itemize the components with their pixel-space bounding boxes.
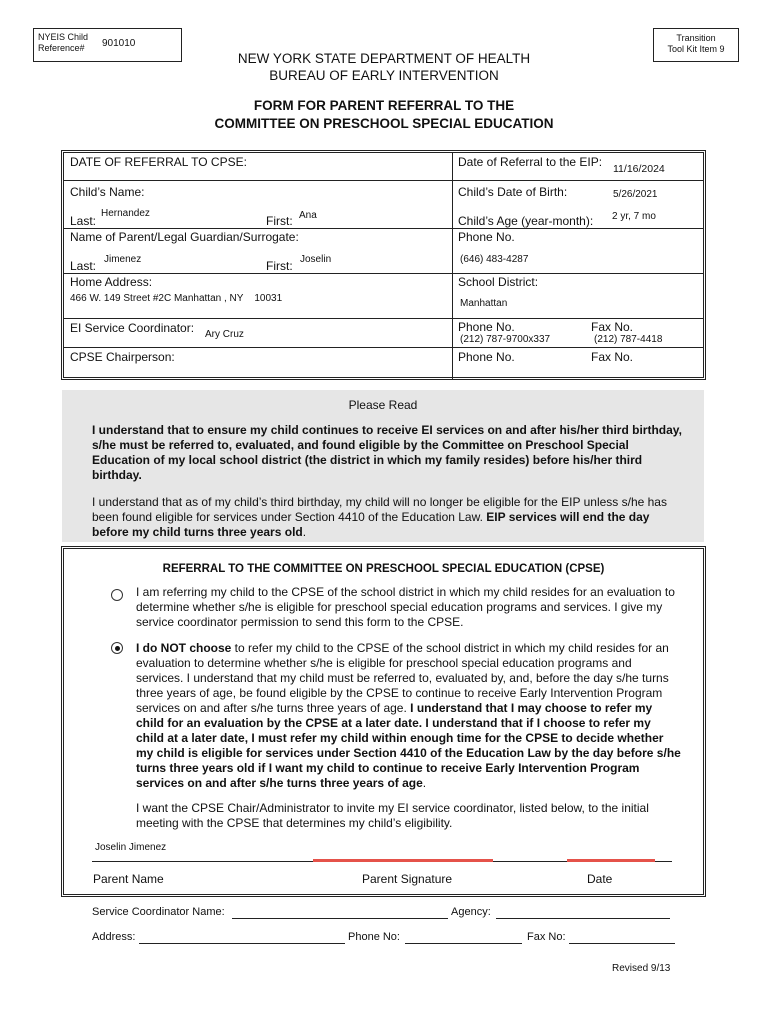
cpse-chairperson-label: CPSE Chairperson:: [70, 350, 175, 364]
child-age-label: Child’s Age (year-month):: [458, 214, 594, 228]
table-row-rule: [63, 318, 704, 319]
sc-fax-value: (212) 787-4418: [594, 334, 663, 345]
do-not-refer-option-radio[interactable]: [111, 642, 123, 654]
fax-field[interactable]: [569, 943, 675, 944]
referral-info-table: [61, 150, 706, 380]
please-read-heading: Please Read: [348, 398, 418, 412]
table-column-divider: [452, 152, 453, 379]
fax-label: Fax No:: [527, 931, 566, 943]
bureau-name: BUREAU OF EARLY INTERVENTION: [269, 68, 499, 83]
reference-number: 901010: [102, 38, 136, 49]
sc-phone-label: Phone No.: [458, 320, 515, 334]
address-label: Address:: [92, 931, 136, 943]
please-read-paragraph-2: [92, 495, 686, 540]
parent-name-value: Joselin Jimenez: [95, 842, 167, 853]
parent-first-value: Joselin: [300, 254, 332, 265]
do-not-refer-normal: to refer my child to the CPSE of the school district in which my child resides for an evaluation to determine whether s/he is eligible for preschool special education programs and services. I understand that my child must be referred to, evaluated by, and, before the day s/he turns three years of age, be found eligible by the CPSE to continue to receive Early Intervention Program services on and after s/he turns three years of age.: [136, 641, 669, 715]
child-dob-value: 5/26/2021: [613, 189, 658, 200]
sc-name-label: Service Coordinator Name:: [92, 906, 225, 918]
school-district-label: School District:: [458, 275, 539, 289]
toolkit-line2: Tool Kit Item 9: [667, 44, 725, 54]
radio-selected-dot: [115, 646, 120, 651]
parent-last-label: Last:: [70, 259, 97, 273]
form-title-line1: FORM FOR PARENT REFERRAL TO THE: [253, 98, 515, 113]
sc-phone-value: (212) 787-9700x337: [460, 334, 551, 345]
do-not-refer-end: .: [422, 776, 427, 790]
ei-coordinator-value: Ary Cruz: [205, 329, 244, 340]
parent-name-label: Name of Parent/Legal Guardian/Surrogate:: [70, 230, 299, 244]
child-last-label: Last:: [70, 214, 97, 228]
agency-label: Agency:: [451, 906, 491, 918]
parent-last-value: Jimenez: [104, 254, 142, 265]
table-row-rule: [63, 273, 704, 274]
date-label: Date: [587, 872, 613, 886]
form-title-line2: COMMITTEE ON PRESCHOOL SPECIAL EDUCATION: [214, 116, 554, 131]
phone-label: Phone No:: [348, 931, 400, 943]
home-address-value: 466 W. 149 Street #2C Manhattan , NY 10031: [70, 293, 283, 304]
refer-option-text: I am referring my child to the CPSE of the school district in which my child resides for an evaluation to determine whether s/he is eligible for preschool special education programs and services. I give my service coordinator permission to send this form to the CPSE.: [136, 585, 675, 629]
date-referral-eip-value: 11/16/2024: [613, 163, 665, 175]
child-last-value: Hernandez: [101, 208, 150, 219]
phone-field[interactable]: [405, 943, 522, 944]
revised-date: Revised 9/13: [612, 963, 671, 974]
sc-fax-label: Fax No.: [591, 320, 634, 334]
date-referral-eip-label: Date of Referral to the EIP:: [458, 155, 603, 169]
sc-name-field[interactable]: [232, 918, 448, 919]
child-age-value: 2 yr, 7 mo: [612, 211, 656, 222]
table-row-rule: [63, 347, 704, 348]
agency-field[interactable]: [496, 918, 670, 919]
please-read-para2-bold: EIP services will end the day before my child turns three years old: [92, 510, 650, 539]
please-read-para2-normal: I understand that as of my child’s third birthday, my child will no longer be eligible for the EIP unless s/he has been found eligible for services under Section 4410 of the Education Law.: [92, 495, 667, 524]
referral-section-title: REFERRAL TO THE COMMITTEE ON PRESCHOOL SPECIAL EDUCATION (CPSE): [162, 563, 605, 575]
do-not-refer-bold-end: I understand that I may choose to refer my child for an evaluation by the CPSE at a later date. I understand that if I choose to refer my child at a later date, I must refer my child within enough time for the CPSE to decide whether my child is eligible for services under Section 4410 of the Education Law by the day before s/he turns three years old if I want my child to continue to receive Early Intervention Program services on and after s/he turns three years of age: [136, 701, 681, 790]
reference-label-line1: NYEIS Child: [38, 32, 89, 42]
invite-coordinator-text: I want the CPSE Chair/Administrator to invite my EI service coordinator, listed below, to the initial meeting with the CPSE that determines my child’s eligibility.: [136, 801, 649, 830]
child-first-value: Ana: [299, 210, 317, 221]
parent-name-label: Parent Name: [93, 872, 164, 886]
table-row-rule: [63, 180, 704, 181]
childs-name-label: Child’s Name:: [70, 185, 145, 199]
date-referral-cpse-label: DATE OF REFERRAL TO CPSE:: [70, 155, 247, 169]
do-not-refer-option-text: [136, 641, 682, 791]
reference-label-line2: Reference#: [38, 43, 85, 53]
toolkit-line1: Transition: [676, 33, 716, 43]
please-read-bold-paragraph: I understand that to ensure my child continues to receive EI services on and after his/her third birthday, s/he must be referred to, evaluated, and found eligible by the Committee on Preschool Special Education of my local school district (the district in which my family resides) before his/her third birthday.: [92, 423, 682, 482]
parent-phone-value: (646) 483-4287: [460, 254, 529, 265]
address-field[interactable]: [139, 943, 345, 944]
do-not-refer-bold-start: I do NOT choose: [136, 641, 232, 655]
please-read-para2-end: .: [302, 525, 307, 539]
child-dob-label: Child’s Date of Birth:: [458, 185, 568, 199]
ei-coordinator-label: EI Service Coordinator:: [70, 321, 195, 335]
refer-option-radio[interactable]: [111, 589, 123, 601]
signature-mark: [313, 859, 493, 862]
department-name: NEW YORK STATE DEPARTMENT OF HEALTH: [237, 51, 531, 66]
parent-phone-label: Phone No.: [458, 230, 515, 244]
cpse-phone-label: Phone No.: [458, 350, 515, 364]
date-mark: [567, 859, 655, 862]
cpse-fax-label: Fax No.: [591, 350, 634, 364]
table-row-rule: [63, 228, 704, 229]
parent-first-label: First:: [266, 259, 293, 273]
school-district-value: Manhattan: [460, 298, 508, 309]
home-address-label: Home Address:: [70, 275, 153, 289]
child-first-label: First:: [266, 214, 293, 228]
parent-signature-label: Parent Signature: [362, 872, 453, 886]
